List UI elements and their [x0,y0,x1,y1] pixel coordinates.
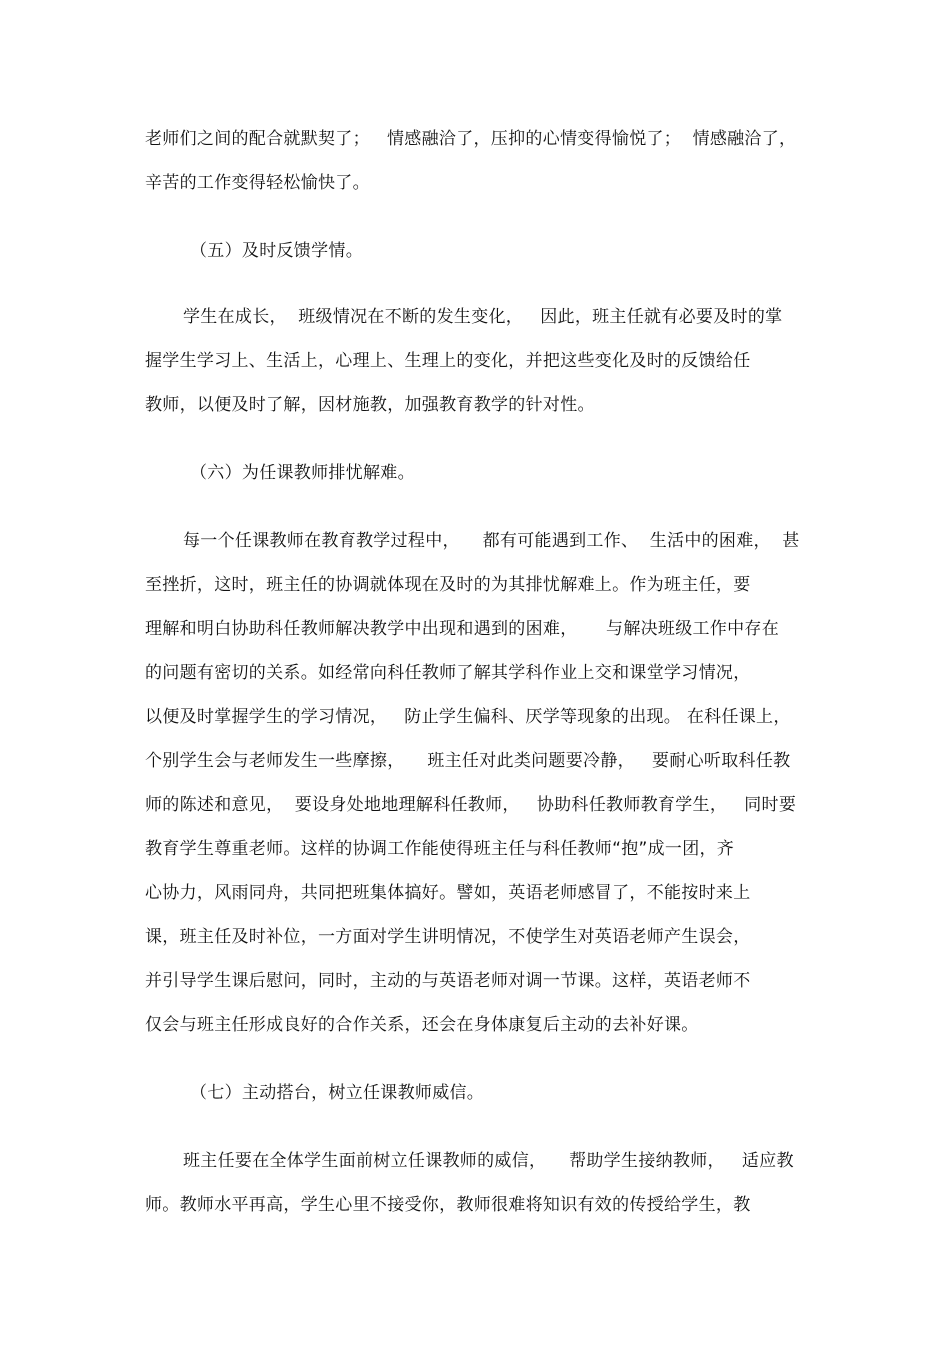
paragraph-line: 每一个任课教师在教育教学过程中， 都有可能遇到工作、 生活中的困难， 甚 [183,531,800,551]
section-heading-7: （七）主动搭台，树立任课教师威信。 [190,1083,485,1103]
paragraph-line: 心协力，风雨同舟，共同把班集体搞好。譬如，英语老师感冒了，不能按时来上 [145,883,751,903]
paragraph-line: 仅会与班主任形成良好的合作关系，还会在身体康复后主动的去补好课。 [145,1015,699,1035]
section-heading-5: （五）及时反馈学情。 [190,241,363,261]
paragraph-line: 辛苦的工作变得轻松愉快了。 [145,173,370,193]
paragraph-line: 并引导学生课后慰问，同时，主动的与英语老师对调一节课。这样，英语老师不 [145,971,751,991]
paragraph-line: 理解和明白协助科任教师解决教学中出现和遇到的困难， 与解决班级工作中存在 [145,619,780,639]
paragraph-line: 学生在成长， 班级情况在不断的发生变化， 因此，班主任就有必要及时的掌 [183,307,783,327]
paragraph-line: 教育学生尊重老师。这样的协调工作能使得班主任与科任教师“抱”成一团，齐 [145,839,735,859]
paragraph-line: 老师们之间的配合就默契了； 情感融洽了，压抑的心情变得愉悦了； 情感融洽了， [145,129,797,149]
paragraph-line: 课，班主任及时补位，一方面对学生讲明情况，不使学生对英语老师产生误会， [145,927,751,947]
section-heading-6: （六）为任课教师排忧解难。 [190,463,415,483]
paragraph-line: 的问题有密切的关系。如经常向科任教师了解其学科作业上交和课堂学习情况， [145,663,751,683]
paragraph-line: 握学生学习上、生活上，心理上、生理上的变化，并把这些变化及时的反馈给任 [145,351,751,371]
paragraph-line: 师。教师水平再高，学生心里不接受你，教师很难将知识有效的传授给学生，教 [145,1195,751,1215]
paragraph-line: 个别学生会与老师发生一些摩擦， 班主任对此类问题要冷静， 要耐心听取科任教 [145,751,791,771]
paragraph-line: 至挫折，这时，班主任的协调就体现在及时的为其排忧解难上。作为班主任，要 [145,575,751,595]
paragraph-line: 师的陈述和意见， 要设身处地地理解科任教师， 协助科任教师教育学生， 同时要 [145,795,797,815]
paragraph-line: 班主任要在全体学生面前树立任课教师的威信， 帮助学生接纳教师， 适应教 [183,1151,794,1171]
paragraph-line: 以便及时掌握学生的学习情况， 防止学生偏科、厌学等现象的出现。 在科任课上， [145,707,791,727]
paragraph-line: 教师，以便及时了解，因材施教，加强教育教学的针对性。 [145,395,595,415]
